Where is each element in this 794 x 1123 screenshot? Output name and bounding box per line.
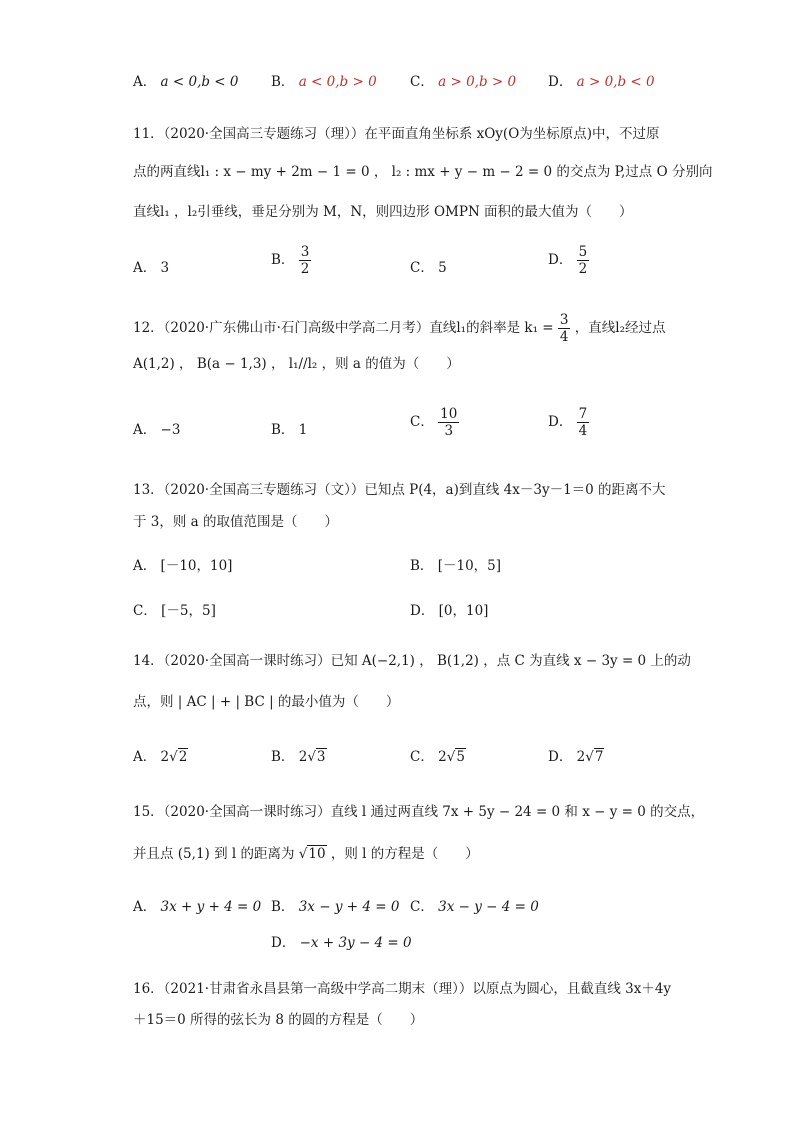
- q13-option-b[interactable]: B． [－10，5]: [410, 558, 502, 574]
- q11-option-d[interactable]: D． $\frac{5}{2}$: [548, 244, 588, 277]
- q14-stem-line-1: 14．（2020·全国高一课时练习）已知 A(−2,1) ， B(1,2) ，点 C 为直线 x − 3y = 0 上的动: [133, 653, 691, 669]
- q10-option-b[interactable]: B． a < 0,b > 0: [271, 74, 377, 90]
- q11-stem-line-1: 11．（2020·全国高三专题练习（理））在平面直角坐标系 xOy(O为坐标原点)中，不过原: [133, 126, 660, 142]
- q15-stem-line-1: 15．（2020·全国高一课时练习）直线 l 通过两直线 7x + 5y − 24 = 0 和 x − y = 0 的交点，: [133, 804, 705, 820]
- fraction: $\frac{5}{2}$: [578, 244, 588, 277]
- q14-option-d[interactable]: D． 2√7: [548, 749, 604, 765]
- sqrt-icon: √3: [307, 749, 326, 765]
- q12-stem-line-2: A(1,2) ， B(a − 1,3) ， l₁//l₂ ，则 a 的值为（ ）: [133, 356, 460, 372]
- q10-option-d[interactable]: D． a > 0,b < 0: [548, 74, 655, 90]
- sqrt-icon: √10: [298, 846, 326, 862]
- sqrt-icon: √2: [169, 749, 188, 765]
- q10-option-a[interactable]: A． a < 0,b < 0: [133, 74, 239, 90]
- q13-stem-line-1: 13．（2020·全国高三专题练习（文））已知点 P(4，a)到直线 4x－3y－1＝0 的距离不大: [133, 482, 666, 498]
- q15-option-c[interactable]: C． 3x − y − 4 = 0: [410, 899, 539, 915]
- q14-option-c[interactable]: C． 2√5: [410, 749, 465, 765]
- sqrt-icon: √5: [446, 749, 465, 765]
- fraction: $\frac{10}{3}$: [440, 406, 458, 439]
- q15-option-a[interactable]: A． 3x + y + 4 = 0: [133, 899, 262, 915]
- q14-option-a[interactable]: A． 2√2: [133, 749, 188, 765]
- q13-option-a[interactable]: A． [－10，10]: [133, 558, 233, 574]
- q15-stem-line-2: 并且点 (5,1) 到 l 的距离为 √10 ，则 l 的方程是（ ）: [133, 846, 479, 862]
- q12-option-a[interactable]: A． −3: [133, 422, 181, 438]
- q16-stem-line-1: 16．（2021·甘肃省永昌县第一高级中学高二期末（理））以原点为圆心，且截直线 3x＋4y: [133, 981, 672, 997]
- q15-option-b[interactable]: B． 3x − y + 4 = 0: [271, 899, 400, 915]
- q11-stem-line-3: 直线l₁ ，l₂引垂线，垂足分别为 M，N，则四边形 OMPN 面积的最大值为（ ）: [133, 204, 633, 220]
- q11-stem-line-2: 点的两直线l₁ : x − my + 2m − 1 = 0 ， l₂ : mx + y − m − 2 = 0 的交点为 P,过点 O 分别向: [133, 164, 713, 180]
- q15-option-d[interactable]: D． −x + 3y − 4 = 0: [271, 935, 412, 951]
- fraction: $\frac{3}{2}$: [300, 244, 310, 277]
- q12-option-d[interactable]: D． $\frac{7}{4}$: [548, 406, 588, 439]
- sqrt-icon: √7: [585, 749, 604, 765]
- q11-option-c[interactable]: C． 5: [410, 260, 447, 276]
- q12-stem-line-1: 12．（2020·广东佛山市·石门高级中学高二月考）直线l₁的斜率是 k₁ = $\frac{3}{4}$ ，直线l₂经过点: [133, 312, 666, 345]
- q13-stem-line-2: 于 3，则 a 的取值范围是（ ）: [133, 514, 339, 530]
- q14-stem-line-2: 点，则 | AC | + | BC | 的最小值为（ ）: [133, 694, 400, 710]
- q11-option-a[interactable]: A． 3: [133, 260, 170, 276]
- fraction: $\frac{7}{4}$: [578, 406, 588, 439]
- q12-option-c[interactable]: C． $\frac{10}{3}$: [410, 406, 458, 439]
- q11-option-b[interactable]: B． $\frac{3}{2}$: [271, 244, 310, 277]
- q16-stem-line-2: ＋15＝0 所得的弦长为 8 的圆的方程是（ ）: [133, 1012, 424, 1028]
- fraction: $\frac{3}{4}$: [559, 312, 569, 345]
- q12-option-b[interactable]: B． 1: [271, 422, 308, 438]
- q10-option-c[interactable]: C． a > 0,b > 0: [410, 74, 517, 90]
- q13-option-c[interactable]: C． [－5，5]: [133, 603, 216, 619]
- q14-option-b[interactable]: B． 2√3: [271, 749, 326, 765]
- q13-option-d[interactable]: D． [0，10]: [410, 603, 489, 619]
